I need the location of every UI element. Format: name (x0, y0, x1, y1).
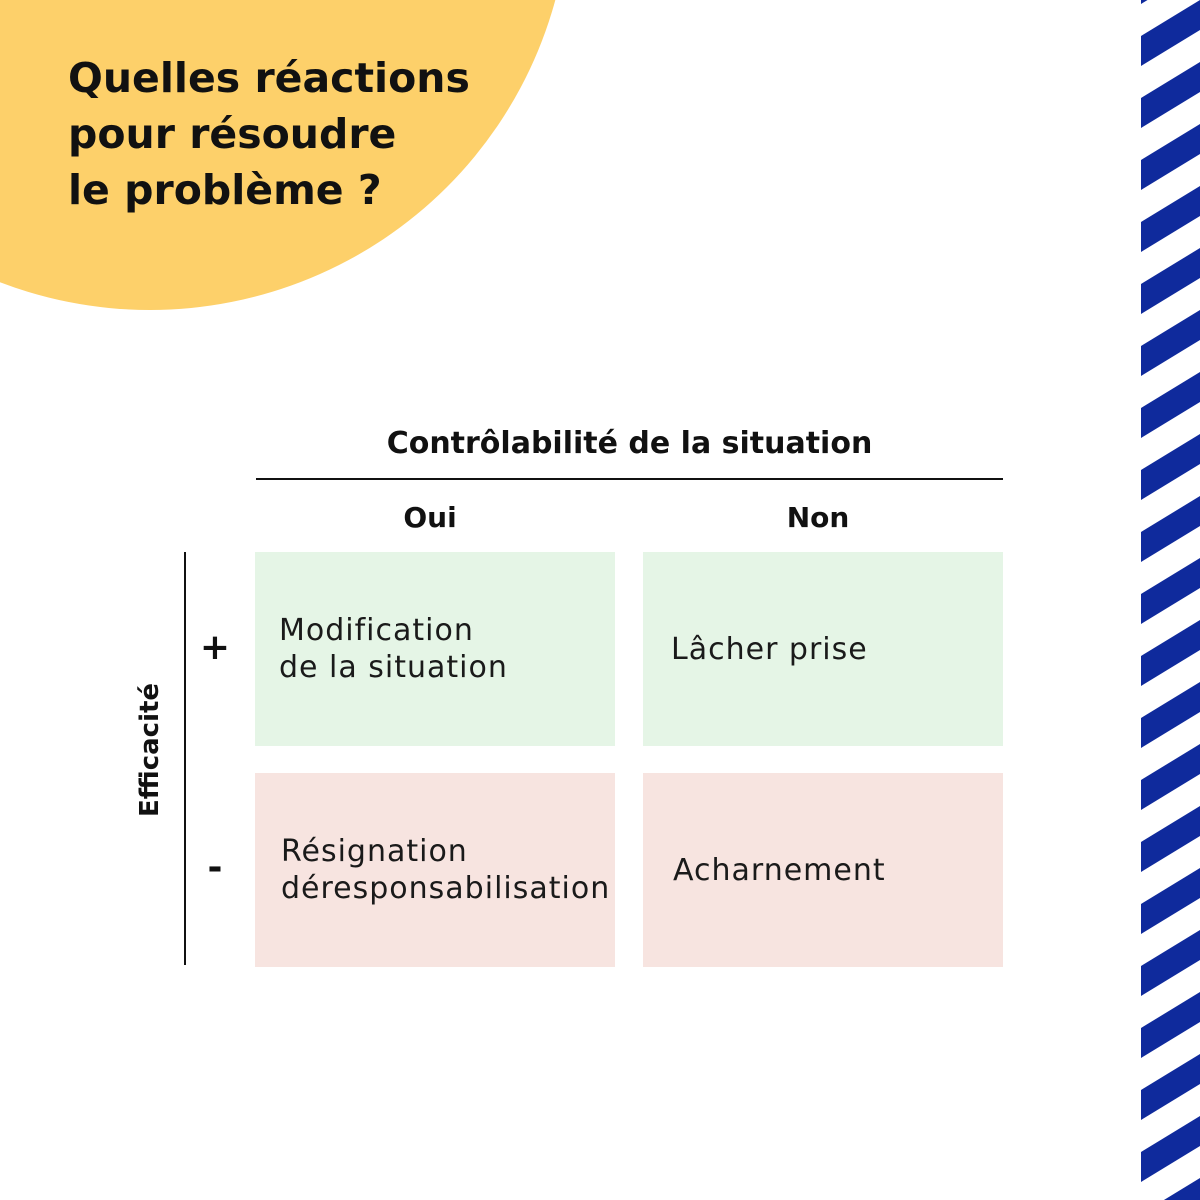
stripe (1141, 1054, 1200, 1120)
column-header-label: Oui (403, 501, 457, 534)
cell-controllable-effective (255, 552, 615, 746)
stripe (1141, 372, 1200, 438)
stripe (1141, 744, 1200, 810)
title-line: le problème ? (68, 166, 382, 214)
decorative-stripe-band (1141, 0, 1200, 1200)
stripe (1141, 248, 1200, 314)
stripe (1141, 0, 1200, 66)
stripe (1141, 1116, 1200, 1182)
stripe (1141, 868, 1200, 934)
stripe (1141, 496, 1200, 562)
cell-text-line: de la situation (279, 650, 508, 685)
row-label-negative: - (207, 847, 223, 888)
cell-text-line: déresponsabilisation (281, 871, 611, 906)
title-line: pour résoudre (68, 110, 397, 158)
title-line: Quelles réactions (68, 54, 470, 102)
row-label-positive: + (199, 627, 231, 668)
stripe (1141, 992, 1200, 1058)
cell-text-line: Résignation (281, 834, 468, 869)
stripe (1141, 310, 1200, 376)
column-header-label: Non (786, 501, 850, 534)
page-title (68, 50, 470, 218)
cell-uncontrollable-effective (643, 552, 1003, 746)
column-header-oui (255, 500, 615, 536)
column-axis-title: Contrôlabilité de la situation (386, 426, 873, 461)
stripe (1141, 0, 1200, 4)
stripe (1141, 124, 1200, 190)
cell-uncontrollable-ineffective (643, 773, 1003, 967)
column-axis-divider (256, 478, 1003, 480)
stripe (1141, 186, 1200, 252)
cell-controllable-ineffective (255, 773, 615, 967)
stripe (1141, 434, 1200, 500)
stripe (1141, 1178, 1200, 1200)
stripe (1141, 62, 1200, 128)
row-axis-divider (184, 552, 186, 965)
cell-text-line: Modification (279, 613, 474, 648)
row-axis-title: Efficacité (135, 682, 165, 818)
stripe (1141, 682, 1200, 748)
stripe (1141, 806, 1200, 872)
cell-text-line: Lâcher prise (671, 631, 868, 667)
stripe (1141, 930, 1200, 996)
stripe (1141, 558, 1200, 624)
column-header-non (643, 500, 1003, 536)
cell-text-line: Acharnement (673, 852, 886, 888)
stripe (1141, 620, 1200, 686)
